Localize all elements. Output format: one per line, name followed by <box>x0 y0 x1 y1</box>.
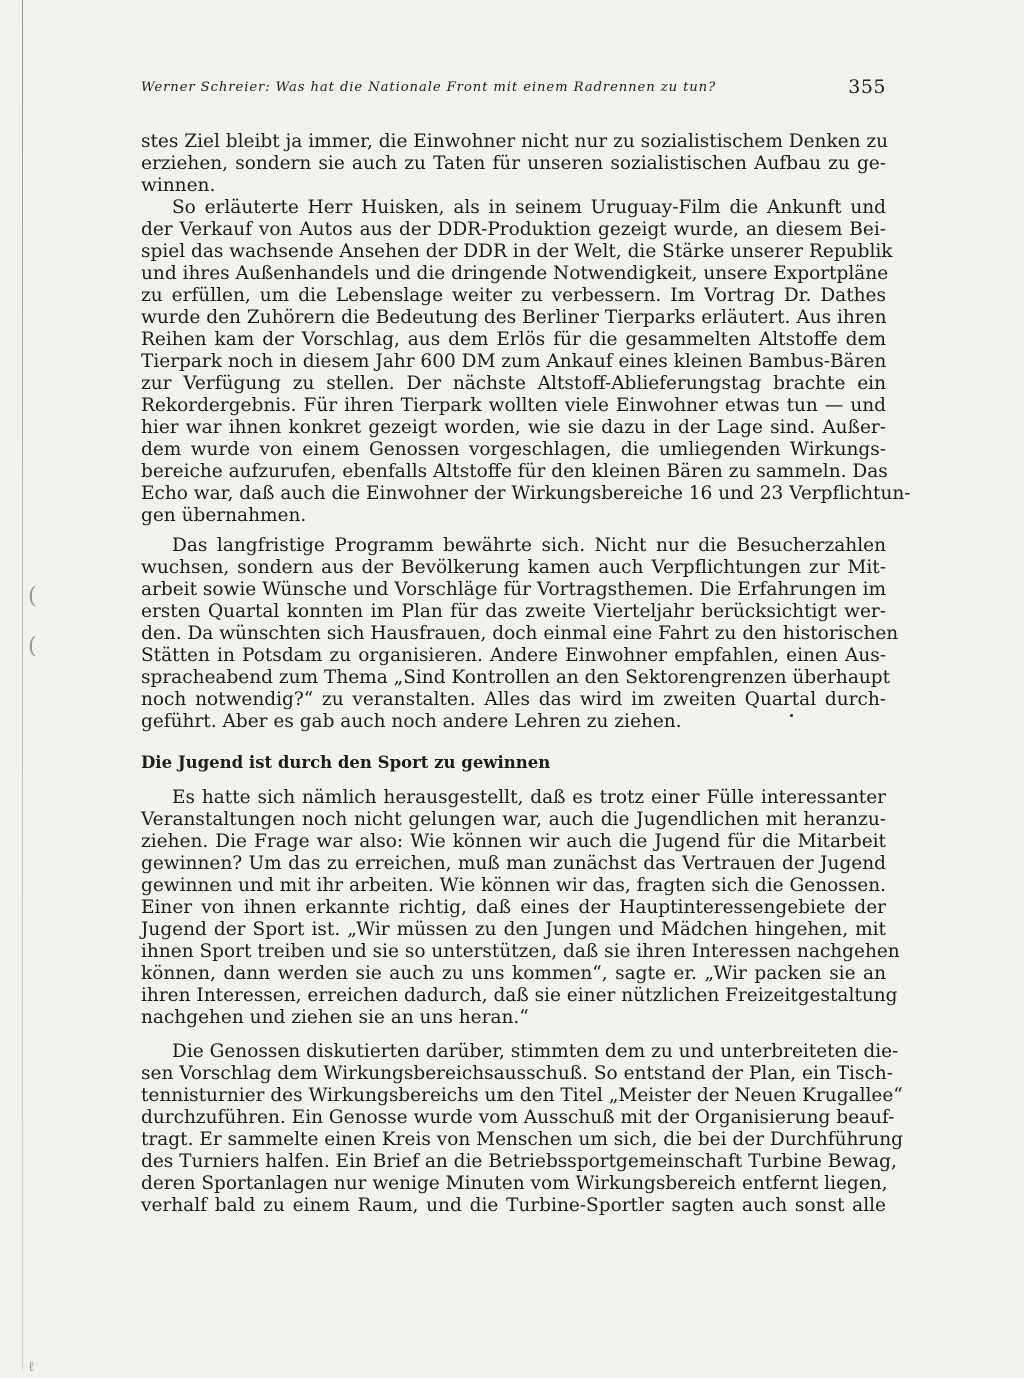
text-line: nachgehen und ziehen sie an uns heran.“ <box>141 1007 529 1028</box>
text-line: dem wurde von einem Genossen vorgeschlagen, die umliegenden Wirkungs- <box>141 439 886 460</box>
text-line: gen übernahmen. <box>141 505 307 526</box>
text-line: bereiche aufzurufen, ebenfalls Altstoffe für den kleinen Bären zu sammeln. Das <box>141 461 888 482</box>
text-line: können, dann werden sie auch zu uns kommen“, sagte er. „Wir packen sie an <box>141 963 886 984</box>
text-line: noch notwendig?“ zu veranstalten. Alles das wird im zweiten Quartal durch- <box>141 689 886 710</box>
page-margin-line <box>22 0 23 1371</box>
text-line: winnen. <box>141 175 216 196</box>
section-heading: Die Jugend ist durch den Sport zu gewinnen <box>141 753 551 772</box>
text-line: Die Genossen diskutierten darüber, stimmten dem zu und unterbreiteten die- <box>172 1041 899 1062</box>
text-line: und ihres Außenhandels und die dringende Notwendigkeit, unsere Exportpläne <box>141 263 889 284</box>
running-header <box>141 76 886 100</box>
text-line: stes Ziel bleibt ja immer, die Einwohner nicht nur zu sozialistischem Denken zu <box>141 131 889 152</box>
text-line: zu erfüllen, um die Lebenslage weiter zu verbessern. Im Vortrag Dr. Dathes <box>141 285 886 306</box>
text-line: Einer von ihnen erkannte richtig, daß eines der Hauptinteressengebiete der <box>141 897 886 918</box>
ink-speck <box>790 714 793 717</box>
text-line: spracheabend zum Thema „Sind Kontrollen an den Sektorengrenzen überhaupt <box>141 667 891 688</box>
text-line: spiel das wachsende Ansehen der DDR in der Welt, die Stärke unserer Republik <box>141 241 893 262</box>
text-line: wurde den Zuhörern die Bedeutung des Berliner Tierparks erläutert. Aus ihren <box>141 307 887 328</box>
margin-pencil-mark: ℓ <box>28 1359 35 1375</box>
text-line: des Turniers halfen. Ein Brief an die Betriebssportgemeinschaft Turbine Bewag, <box>141 1151 897 1172</box>
text-line: Es hatte sich nämlich herausgestellt, daß es trotz einer Fülle interessanter <box>172 787 886 808</box>
text-line: erziehen, sondern sie auch zu Taten für unseren sozialistischen Aufbau zu ge- <box>141 153 886 174</box>
text-line: geführt. Aber es gab auch noch andere Lehren zu ziehen. <box>141 711 682 732</box>
text-line: arbeit sowie Wünsche und Vorschläge für Vortragsthemen. Die Erfahrungen im <box>141 579 887 600</box>
margin-pencil-mark: ( <box>28 634 37 659</box>
page-number: 355 <box>848 76 886 98</box>
text-line: gewinnen? Um das zu erreichen, muß man zunächst das Vertrauen der Jugend <box>141 853 886 874</box>
text-line: zur Verfügung zu stellen. Der nächste Altstoff-Ablieferungstag brachte ein <box>141 373 886 394</box>
text-line: So erläuterte Herr Huisken, als in seinem Uruguay-Film die Ankunft und <box>172 197 886 218</box>
text-line: hier war ihnen konkret gezeigt worden, wie sie dazu in der Lage sind. Außer- <box>141 417 886 438</box>
text-line: deren Sportanlagen nur wenige Minuten vom Wirkungsbereich entfernt liegen, <box>141 1173 888 1194</box>
text-line: Das langfristige Programm bewährte sich. Nicht nur die Besucherzahlen <box>172 535 886 556</box>
text-line: der Verkauf von Autos aus der DDR-Produktion gezeigt wurde, an diesem Bei- <box>141 219 886 240</box>
text-line: ihren Interessen, erreichen dadurch, daß sie einer nützlichen Freizeitgestaltung <box>141 985 898 1006</box>
text-line: den. Da wünschten sich Hausfrauen, doch einmal eine Fahrt zu den historischen <box>141 623 899 644</box>
text-line: durchzuführen. Ein Genosse wurde vom Ausschuß mit der Organisierung beauf- <box>141 1107 895 1128</box>
text-line: Rekordergebnis. Für ihren Tierpark wollten viele Einwohner etwas tun — und <box>141 395 886 416</box>
text-line: tragt. Er sammelte einen Kreis von Menschen um sich, die bei der Durchführung <box>141 1129 903 1150</box>
text-line: tennisturnier des Wirkungsbereichs um den Titel „Meister der Neuen Krugallee“ <box>141 1085 903 1106</box>
text-line: Stätten in Potsdam zu organisieren. Andere Einwohner empfahlen, einen Aus- <box>141 645 886 666</box>
text-line: wuchsen, sondern aus der Bevölkerung kamen auch Verpflichtungen zur Mit- <box>141 557 886 578</box>
text-line: Veranstaltungen noch nicht gelungen war, auch die Jugendlichen mit heranzu- <box>141 809 886 830</box>
text-line: Tierpark noch in diesem Jahr 600 DM zum Ankauf eines kleinen Bambus-Bären <box>141 351 887 372</box>
text-line: verhalf bald zu einem Raum, und die Turbine-Sportler sagten auch sonst alle <box>141 1195 886 1216</box>
text-line: ihnen Sport treiben und sie so unterstützen, daß sie ihren Interessen nachgehen <box>141 941 900 962</box>
text-line: sen Vorschlag dem Wirkungsbereichsausschuß. So entstand der Plan, ein Tisch- <box>141 1063 893 1084</box>
text-line: gewinnen und mit ihr arbeiten. Wie können wir das, fragten sich die Genossen. <box>141 875 887 896</box>
running-title: Werner Schreier: Was hat die Nationale Front mit einem Radrennen zu tun? <box>141 80 717 95</box>
text-line: ersten Quartal konnten im Plan für das zweite Vierteljahr berücksichtigt wer- <box>141 601 886 622</box>
text-line: Reihen kam der Vorschlag, aus dem Erlös für die gesammelten Altstoffe dem <box>141 329 886 350</box>
text-line: Echo war, daß auch die Einwohner der Wirkungsbereiche 16 und 23 Verpflichtun- <box>141 483 911 504</box>
margin-pencil-mark: ( <box>28 584 37 609</box>
text-line: Jugend der Sport ist. „Wir müssen zu den Jungen und Mädchen hingehen, mit <box>141 919 886 940</box>
text-line: ziehen. Die Frage war also: Wie können wir auch die Jugend für die Mitarbeit <box>141 831 886 852</box>
